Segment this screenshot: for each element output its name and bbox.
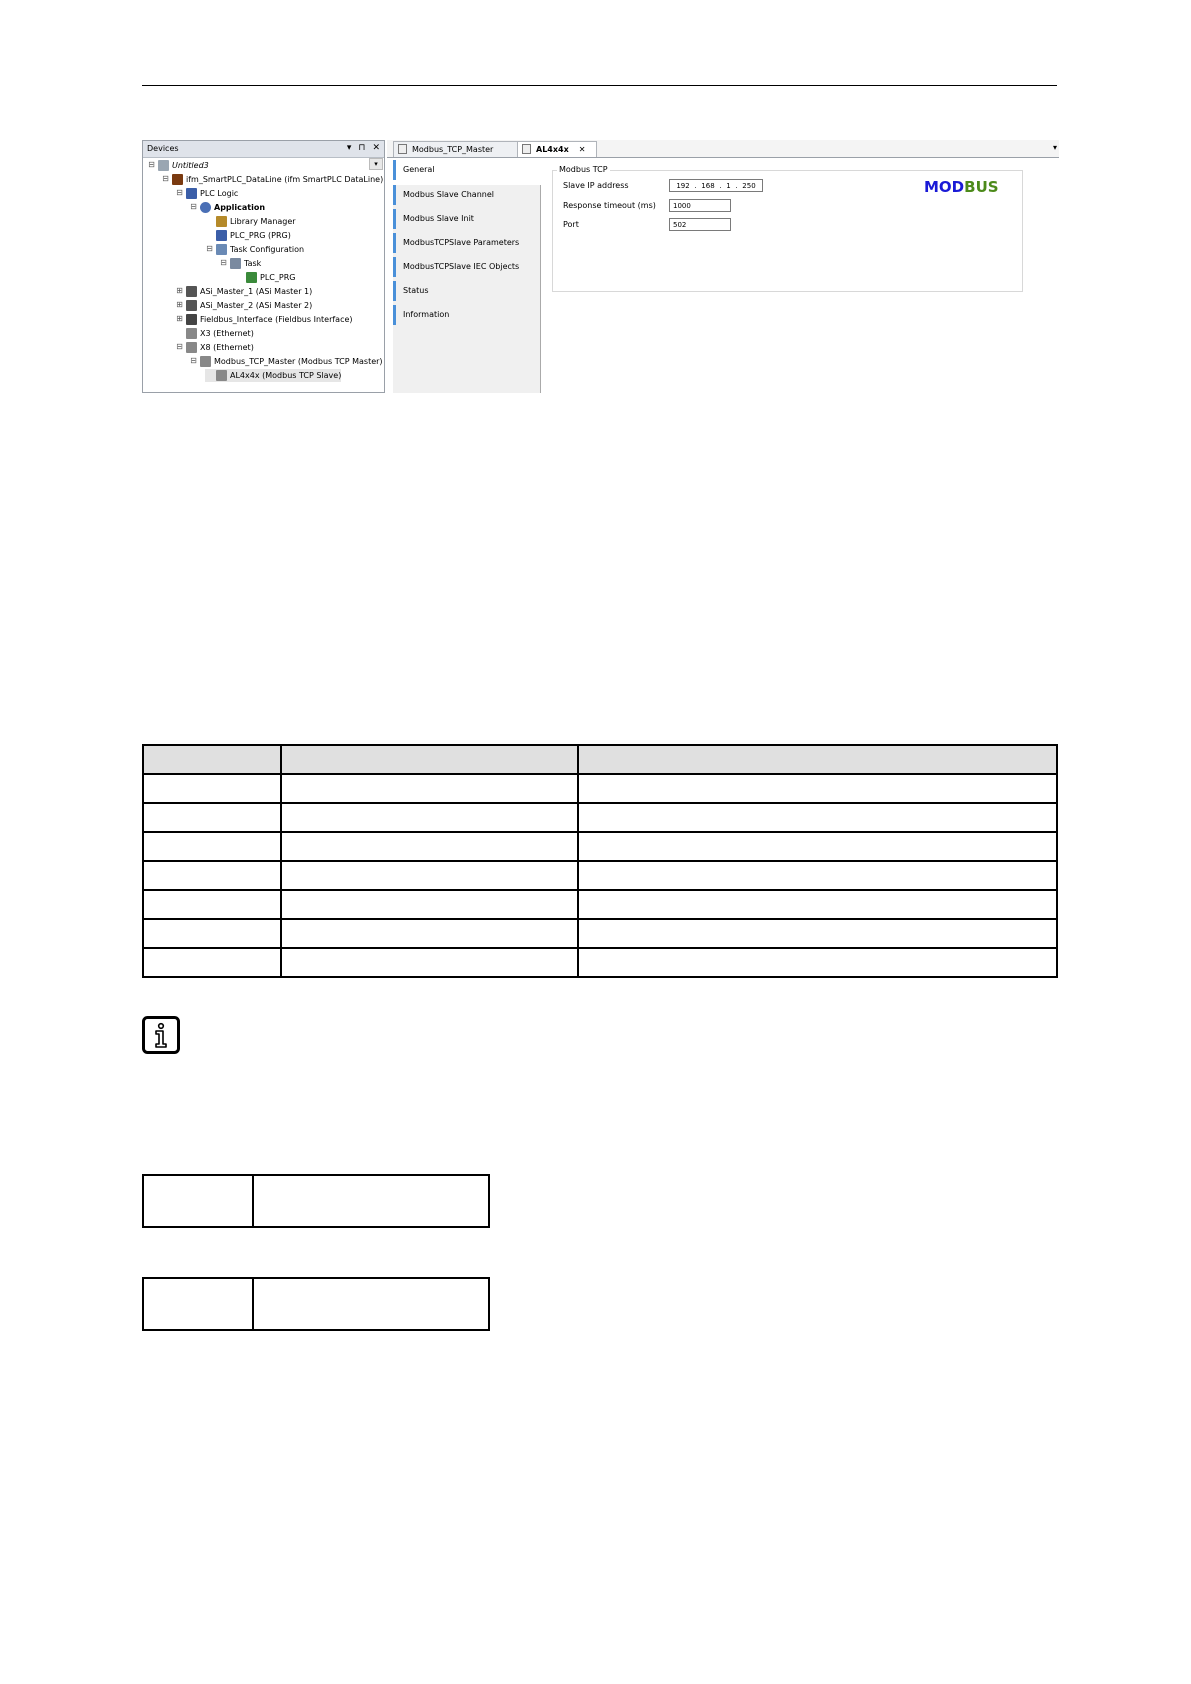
device-node-icon: [246, 272, 257, 283]
editor-tabbar: [387, 140, 1059, 158]
device-icon: [522, 144, 531, 154]
table-header-cell: [143, 745, 281, 774]
modbus-logo: MODBUS: [924, 178, 999, 196]
tree-item-label: ASi_Master_2 (ASi Master 2): [200, 301, 313, 310]
tree-item[interactable]: [235, 271, 295, 284]
table-row: [143, 832, 1057, 861]
devices-panel-title: Devices: [147, 144, 179, 153]
tree-item[interactable]: [205, 229, 291, 242]
close-tab-icon[interactable]: ✕: [578, 145, 586, 154]
tree-item-label: Fieldbus_Interface (Fieldbus Interface): [200, 315, 353, 324]
expand-icon[interactable]: ⊞: [176, 286, 183, 295]
tree-item-label: PLC_PRG (PRG): [230, 231, 291, 240]
header-rule: [142, 85, 1057, 86]
tree-item[interactable]: [175, 327, 254, 340]
box-divider: [252, 1176, 254, 1226]
table-cell: [578, 890, 1057, 919]
tree-item-label: ASi_Master_1 (ASi Master 1): [200, 287, 313, 296]
tree-item-label: Untitled3: [172, 161, 209, 170]
tree-item[interactable]: [175, 313, 353, 326]
device-icon: [398, 144, 407, 154]
tree-item-label: Task: [244, 259, 262, 268]
collapse-icon[interactable]: ⊟: [162, 174, 169, 183]
tree-item-label: PLC Logic: [200, 189, 239, 198]
table-row: [143, 948, 1057, 977]
device-node-icon: [186, 328, 197, 339]
tree-item[interactable]: [219, 257, 261, 270]
table-cell: [281, 861, 578, 890]
ip-dot: .: [719, 182, 722, 190]
tree-scroll-button[interactable]: ▾: [369, 158, 383, 170]
tab-label: AL4x4x: [536, 145, 569, 154]
table-cell: [143, 832, 281, 861]
response-timeout-field[interactable]: 1000: [669, 199, 731, 212]
table-cell: [578, 948, 1057, 977]
device-node-icon: [186, 286, 197, 297]
collapse-icon[interactable]: ⊟: [220, 258, 227, 267]
ip-octet-3[interactable]: 1: [726, 182, 731, 190]
table-cell: [143, 803, 281, 832]
collapse-icon[interactable]: ⊟: [176, 342, 183, 351]
tree-item-label: Modbus_TCP_Master (Modbus TCP Master): [214, 357, 383, 366]
table-cell: [281, 890, 578, 919]
tree-spacer: [205, 217, 214, 226]
table-cell: [578, 774, 1057, 803]
table-row: [143, 803, 1057, 832]
expand-icon[interactable]: ⊞: [176, 300, 183, 309]
table-cell: [281, 832, 578, 861]
collapse-icon[interactable]: ⊟: [148, 160, 155, 169]
side-tab[interactable]: Information: [393, 305, 533, 325]
ip-octet-2[interactable]: 168: [701, 182, 715, 190]
port-label: Port: [563, 220, 579, 229]
slave-ip-label: Slave IP address: [563, 181, 629, 190]
collapse-icon[interactable]: ⊟: [206, 244, 213, 253]
tree-spacer: [175, 329, 184, 338]
tree-item[interactable]: [175, 187, 238, 200]
side-tab[interactable]: General: [393, 160, 533, 180]
devices-panel: [142, 140, 385, 393]
table-cell: [578, 803, 1057, 832]
tree-spacer: [235, 273, 244, 282]
config-side-tabs: [393, 160, 540, 393]
tree-item[interactable]: [205, 215, 296, 228]
tree-item-label: Library Manager: [230, 217, 296, 226]
empty-box-2: [142, 1277, 490, 1331]
tree-item[interactable]: [189, 201, 265, 214]
table-row: [143, 861, 1057, 890]
devices-panel-header: [143, 141, 384, 158]
ip-dot: .: [694, 182, 697, 190]
tree-item[interactable]: [147, 159, 209, 172]
collapse-icon[interactable]: ⊟: [190, 202, 197, 211]
table-header-cell: [281, 745, 578, 774]
device-node-icon: [200, 356, 211, 367]
tree-spacer: [205, 231, 214, 240]
collapse-icon[interactable]: ⊟: [176, 188, 183, 197]
ip-dot: .: [735, 182, 738, 190]
device-node-icon: [216, 370, 227, 381]
response-timeout-label: Response timeout (ms): [563, 201, 656, 210]
table-cell: [281, 803, 578, 832]
tree-item-label: X3 (Ethernet): [200, 329, 254, 338]
tree-item[interactable]: [205, 369, 341, 382]
device-node-icon: [186, 300, 197, 311]
tree-item-label: X8 (Ethernet): [200, 343, 254, 352]
tree-item[interactable]: [175, 299, 312, 312]
side-tab[interactable]: Status: [393, 281, 533, 301]
table-cell: [143, 948, 281, 977]
device-node-icon: [186, 314, 197, 325]
port-field[interactable]: 502: [669, 218, 731, 231]
device-node-icon: [200, 202, 211, 213]
info-icon: [142, 1016, 180, 1054]
table-row: [143, 919, 1057, 948]
tab-dropdown-icon[interactable]: ▾: [1052, 143, 1057, 152]
tab-label: Modbus_TCP_Master: [412, 145, 494, 154]
table-cell: [281, 948, 578, 977]
panel-controls: [347, 143, 380, 153]
box-divider: [252, 1279, 254, 1329]
side-tab[interactable]: ModbusTCPSlave IEC Objects: [393, 257, 533, 277]
table-row: [143, 774, 1057, 803]
device-node-icon: [186, 188, 197, 199]
ip-octet-4[interactable]: 250: [742, 182, 756, 190]
tree-item[interactable]: [175, 341, 254, 354]
expand-icon[interactable]: ⊞: [176, 314, 183, 323]
dropdown-icon[interactable]: ▾: [346, 143, 352, 153]
device-node-icon: [216, 244, 227, 255]
close-icon[interactable]: ✕: [372, 143, 380, 153]
group-title: Modbus TCP: [559, 165, 608, 174]
table-cell: [143, 890, 281, 919]
side-tab[interactable]: Modbus Slave Init: [393, 209, 533, 229]
tree-item-label: PLC_PRG: [260, 273, 296, 282]
tree-item-label: Task Configuration: [230, 245, 305, 254]
tree-item[interactable]: [175, 285, 312, 298]
table-cell: [578, 832, 1057, 861]
tree-spacer: [205, 371, 214, 380]
side-tab[interactable]: ModbusTCPSlave Parameters: [393, 233, 533, 253]
device-node-icon: [158, 160, 169, 171]
table-cell: [143, 774, 281, 803]
device-node-icon: [216, 216, 227, 227]
empty-box-1: [142, 1174, 490, 1228]
tree-item[interactable]: [205, 243, 304, 256]
table-cell: [143, 919, 281, 948]
table-cell: [281, 774, 578, 803]
slave-ip-field[interactable]: [669, 179, 763, 192]
tree-item-label: Application: [214, 203, 266, 212]
table-cell: [578, 919, 1057, 948]
device-node-icon: [172, 174, 183, 185]
tree-item[interactable]: [189, 355, 383, 368]
device-node-icon: [230, 258, 241, 269]
tree-item-label: ifm_SmartPLC_DataLine (ifm SmartPLC DataLine): [186, 175, 384, 184]
table-header-row: [143, 745, 1057, 774]
table-cell: [281, 919, 578, 948]
table-row: [143, 890, 1057, 919]
tab-al4x4x[interactable]: [517, 141, 597, 157]
device-node-icon: [186, 342, 197, 353]
table-cell: [578, 861, 1057, 890]
table-header-cell: [578, 745, 1057, 774]
side-tab[interactable]: Modbus Slave Channel: [393, 185, 533, 205]
ip-octet-1[interactable]: 192: [676, 182, 690, 190]
collapse-icon[interactable]: ⊟: [190, 356, 197, 365]
data-table: [142, 744, 1058, 978]
tree-item[interactable]: [161, 173, 383, 186]
pin-icon[interactable]: ⊓: [358, 143, 366, 153]
codesys-screenshot: [142, 140, 1059, 393]
table-cell: [143, 861, 281, 890]
tab-modbus-tcp-master[interactable]: [393, 141, 521, 157]
device-node-icon: [216, 230, 227, 241]
tree-item-label: AL4x4x (Modbus TCP Slave): [230, 371, 342, 380]
